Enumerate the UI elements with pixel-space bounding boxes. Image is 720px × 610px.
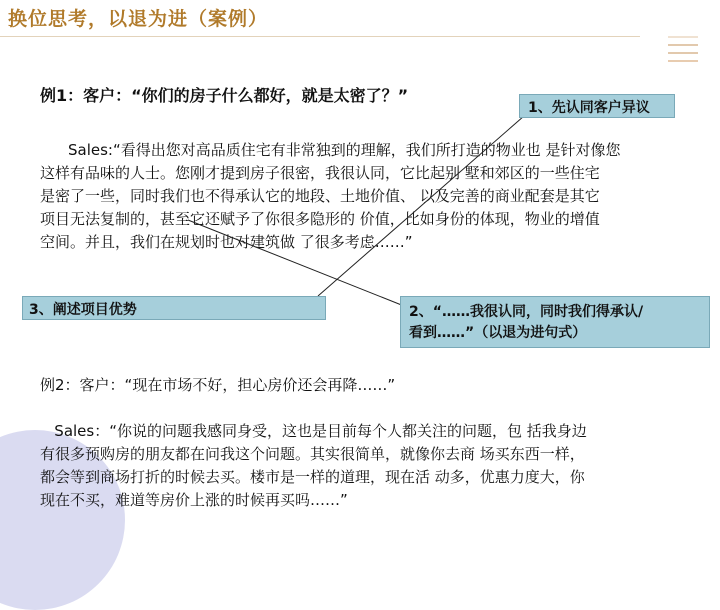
callout-concede-then-advance — [400, 296, 710, 348]
connector-line-2 — [188, 220, 404, 306]
example1-line: 这样有品味的人士。您刚才提到房子很密，我很认同，它比起别 墅和郊区的一些住宅 — [40, 164, 600, 182]
example1-title: 例1：客户：“你们的房子什么都好，就是太密了？” — [40, 86, 409, 105]
example2-line: 有很多预购房的朋友都在问我这个问题。其实很简单，就像你去商 场买东西一样， — [40, 445, 585, 463]
example2-paragraph — [40, 420, 587, 512]
example2-line: 都会等到商场打折的时候去买。楼市是一样的道理，现在活 动多，优惠力度大，你 — [40, 468, 585, 486]
example1-line: 空间。并且，我们在规划时也对建筑做 了很多考虑……” — [40, 233, 413, 251]
callout2-line1: 2、“……我很认同，同时我们得承认/ — [409, 304, 644, 320]
connector-line-1 — [318, 116, 524, 296]
example1-line: 是密了一些，同时我们也不得承认它的地段、土地价值、 以及完善的商业配套是其它 — [40, 187, 600, 205]
example1-line: 项目无法复制的，甚至它还赋予了你很多隐形的 价值，比如身份的体现，物业的增值 — [40, 210, 600, 228]
example2-line: 现在不买，难道等房价上涨的时候再买吗……” — [40, 491, 348, 509]
example1-line: Sales:“看得出您对高品质住宅有非常独到的理解，我们所打造的物业也 是针对像您 — [68, 141, 621, 159]
example2-title: 例2：客户：“现在市场不好，担心房价还会再降……” — [40, 376, 396, 394]
callout-acknowledge-objection: 1、先认同客户异议 — [519, 94, 675, 118]
slide-title: 换位思考，以退为进（案例） — [8, 8, 269, 30]
callout2-line2: 看到……”（以退为进句式） — [409, 325, 587, 341]
callout-project-advantages: 3、阐述项目优势 — [22, 296, 326, 320]
example2-line: Sales：“你说的问题我感同身受，这也是目前每个人都关注的问题，包 括我身边 — [40, 422, 587, 440]
